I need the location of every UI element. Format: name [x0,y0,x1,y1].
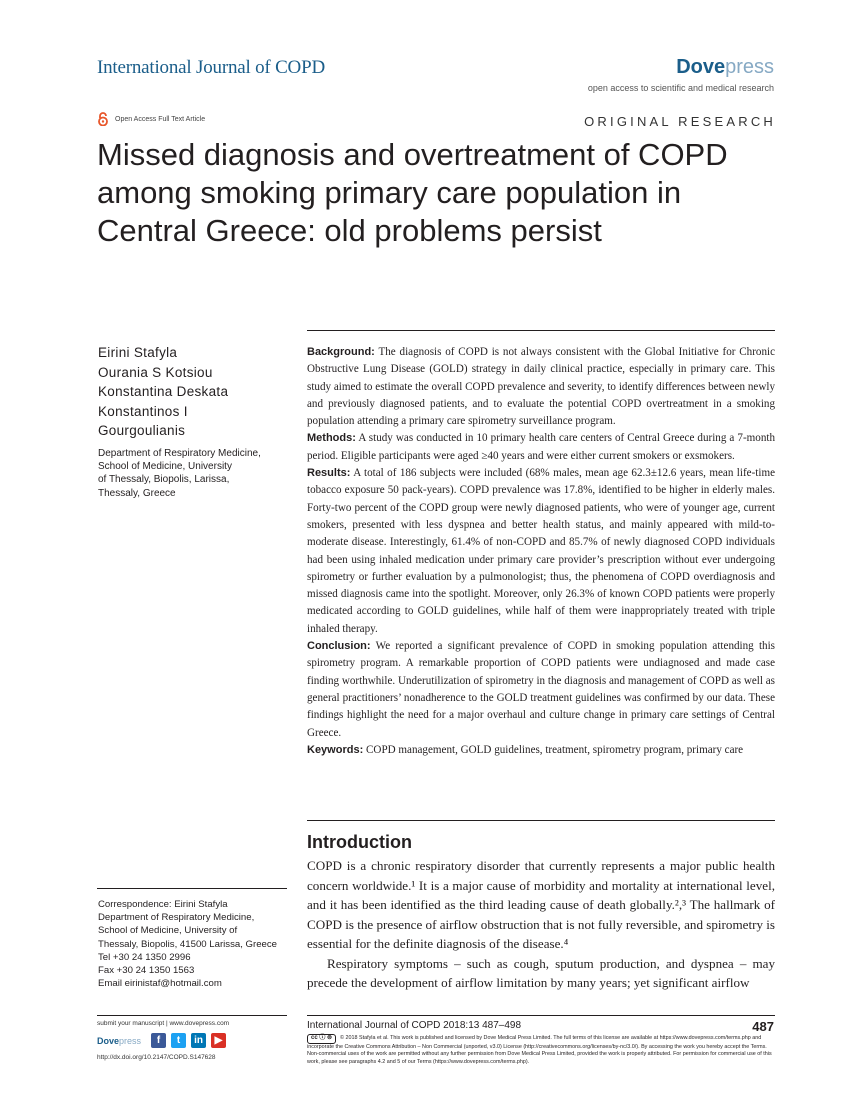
correspondence-email[interactable]: Email eirinistaf@hotmail.com [98,978,222,990]
footer-left-rule [97,1015,287,1016]
affiliation-line: School of Medicine, University [98,461,232,473]
author-name: Ourania S Kotsiou [98,364,213,380]
intro-paragraph: COPD is a chronic respiratory disorder that currently represents a major public health concern worldwide.¹ It is a major cause of morbidity and mortality at international level, and it has been identified as the third leading cause of death globally.²,³ The hallmark of COPD is the presence of airflow obstruction that is not fully reversible, and spirometry is essential for the definite diagnosis of the disease.⁴ [307,858,776,951]
affiliation-line: Thessaly, Greece [98,487,176,499]
journal-name: International Journal of COPD [97,57,325,78]
article-type: ORIGINAL RESEARCH [584,114,776,129]
title-line: Missed diagnosis and overtreatment of COPD [97,137,728,172]
affiliation [98,447,293,500]
facebook-icon[interactable]: f [151,1033,166,1048]
abstract [307,344,775,759]
intro-paragraph: Respiratory symptoms – such as cough, sputum production, and dyspnea – may precede the development of airflow limitation by many years; yet significant airflow [307,955,775,990]
abstract-keywords: Keywords: COPD management, GOLD guidelines, treatment, spirometry program, primary care [307,743,744,756]
social-icons [151,1033,226,1048]
footer-citation: International Journal of COPD 2018:13 487–498 [307,1020,522,1031]
affiliation-line: Department of Respiratory Medicine, [98,448,261,459]
correspondence-line: Thessaly, Biopolis, 41500 Larissa, Greece [98,938,277,950]
linkedin-icon[interactable]: in [191,1033,206,1048]
title-line: among smoking primary care population in [97,175,682,210]
abstract-methods: Methods: A study was conducted in 10 primary health care centers of Central Greece during a 7-month period. Eligible participants were aged ≥40 years and were either current smokers or exsmokers. [307,432,776,462]
footer-dovepress-logo[interactable]: Dovepress [97,1035,142,1046]
correspondence-rule [97,888,287,889]
footer-left [97,1020,277,1061]
correspondence-line: Correspondence: Eirini Stafyla [98,899,228,910]
correspondence-line: Department of Respiratory Medicine, [98,912,255,924]
abstract-conclusion: Conclusion: We reported a significant prevalence of COPD in smoking population attending this spirometry program. A remarkable proportion of COPD patients were undiagnosed and made case finding worthwhile. Underutilization of spirometry in the diagnosis and management of COPD as well as general practitioners’ nonadherence to the GOLD treatment guidelines was confirmed by our data. These findings highlight the need for a major overhaul and culture change in primary care settings of Central Greece. [307,640,775,739]
introduction-body [307,856,775,993]
open-access-lock-icon [97,112,109,126]
title-line: Central Greece: old problems persist [97,213,602,248]
page-number: 487 [752,1019,774,1034]
abstract-background: Background: The diagnosis of COPD is not always consistent with the Global Initiative for Chronic Obstructive Lung Disease (GOLD) strategy in daily clinical practice, especially in primary care. This study aimed to estimate the overall COPD prevalence and severity, to identify differences between newly and previously diagnosed patients, and to evaluate the potential COPD overtreatment in a smoking population attending a primary care spirometry surveillance program. [307,346,775,428]
correspondence-fax: Fax +30 24 1350 1563 [98,965,195,977]
correspondence-phone: Tel +30 24 1350 2996 [98,951,191,963]
author-name: Konstantinos I [98,403,188,419]
author-name: Eirini Stafyla [98,345,178,360]
open-access-badge [97,112,205,126]
twitter-icon[interactable]: t [171,1033,186,1048]
article-title [97,136,797,250]
author-name: Konstantina Deskata [98,384,229,400]
abstract-top-rule [307,330,775,331]
creative-commons-icon[interactable]: cc ⓘ ⊜ [307,1034,336,1044]
author-name: Gourgoulianis [98,423,186,439]
open-access-label: Open Access Full Text Article [115,115,206,123]
publisher-tagline: open access to scientific and medical research [587,83,774,93]
license-notice: cc ⓘ ⊜ © 2018 Stafyla et al. This work is published and licensed by Dove Medical Press Limited. The full terms of this license are available at https://www.dovepress.com/terms.php and incorporate the Creative Commons Attribution – Non Commercial (unported, v3.0) License (http://creativecommons.org/licenses/by-nc/3.0/). By accessing the work you hereby accept the Terms. Non-commercial uses of the work are permitted without any further permission from Dove Medical Press Limited, provided the work is properly attributed. For permission for commercial use of this work, please see paragraphs 4.2 and 5 of our Terms (https://www.dovepress.com/terms.php). [307,1035,772,1065]
author-list [98,343,228,441]
abstract-results: Results: A total of 186 subjects were included (68% males, mean age 62.3±12.6 years, mean life-time tobacco exposure 50 pack-years). COPD prevalence was 17.8%, identified to be higher in elderly males. Forty-two percent of the COPD group were newly diagnosed patients, who were of younger age, current smokers, presented with less dyspnea and better health status, and mainly appeared with mild-to-moderate disease. Interestingly, 61.4% of non-COPD and 85.7% of newly diagnosed COPD individuals had been using inhaled medication under primary care provider’s prescription without ever undergoing spirometry or further evaluation by a pulmonologist; thus, the phenomena of COPD overdiagnosis and missed diagnosis came into the spotlight. Moreover, only 26.3% of known COPD patients were properly medicated according to GOLD guidelines, while half of them were inappropriately treated with triple inhaled therapy. [307,467,775,635]
abstract-bottom-rule [307,820,775,821]
correspondence-line: School of Medicine, University of [98,925,238,937]
section-heading-introduction: Introduction [307,832,412,852]
submit-manuscript-link[interactable]: submit your manuscript | www.dovepress.com [97,1020,230,1027]
footer-right-rule [307,1015,775,1016]
affiliation-line: of Thessaly, Biopolis, Larissa, [98,474,230,486]
dovepress-logo[interactable]: Dovepress [676,56,774,78]
correspondence [98,898,293,990]
doi-link[interactable]: http://dx.doi.org/10.2147/COPD.S147628 [97,1054,216,1061]
youtube-icon[interactable]: ▶ [211,1033,226,1048]
